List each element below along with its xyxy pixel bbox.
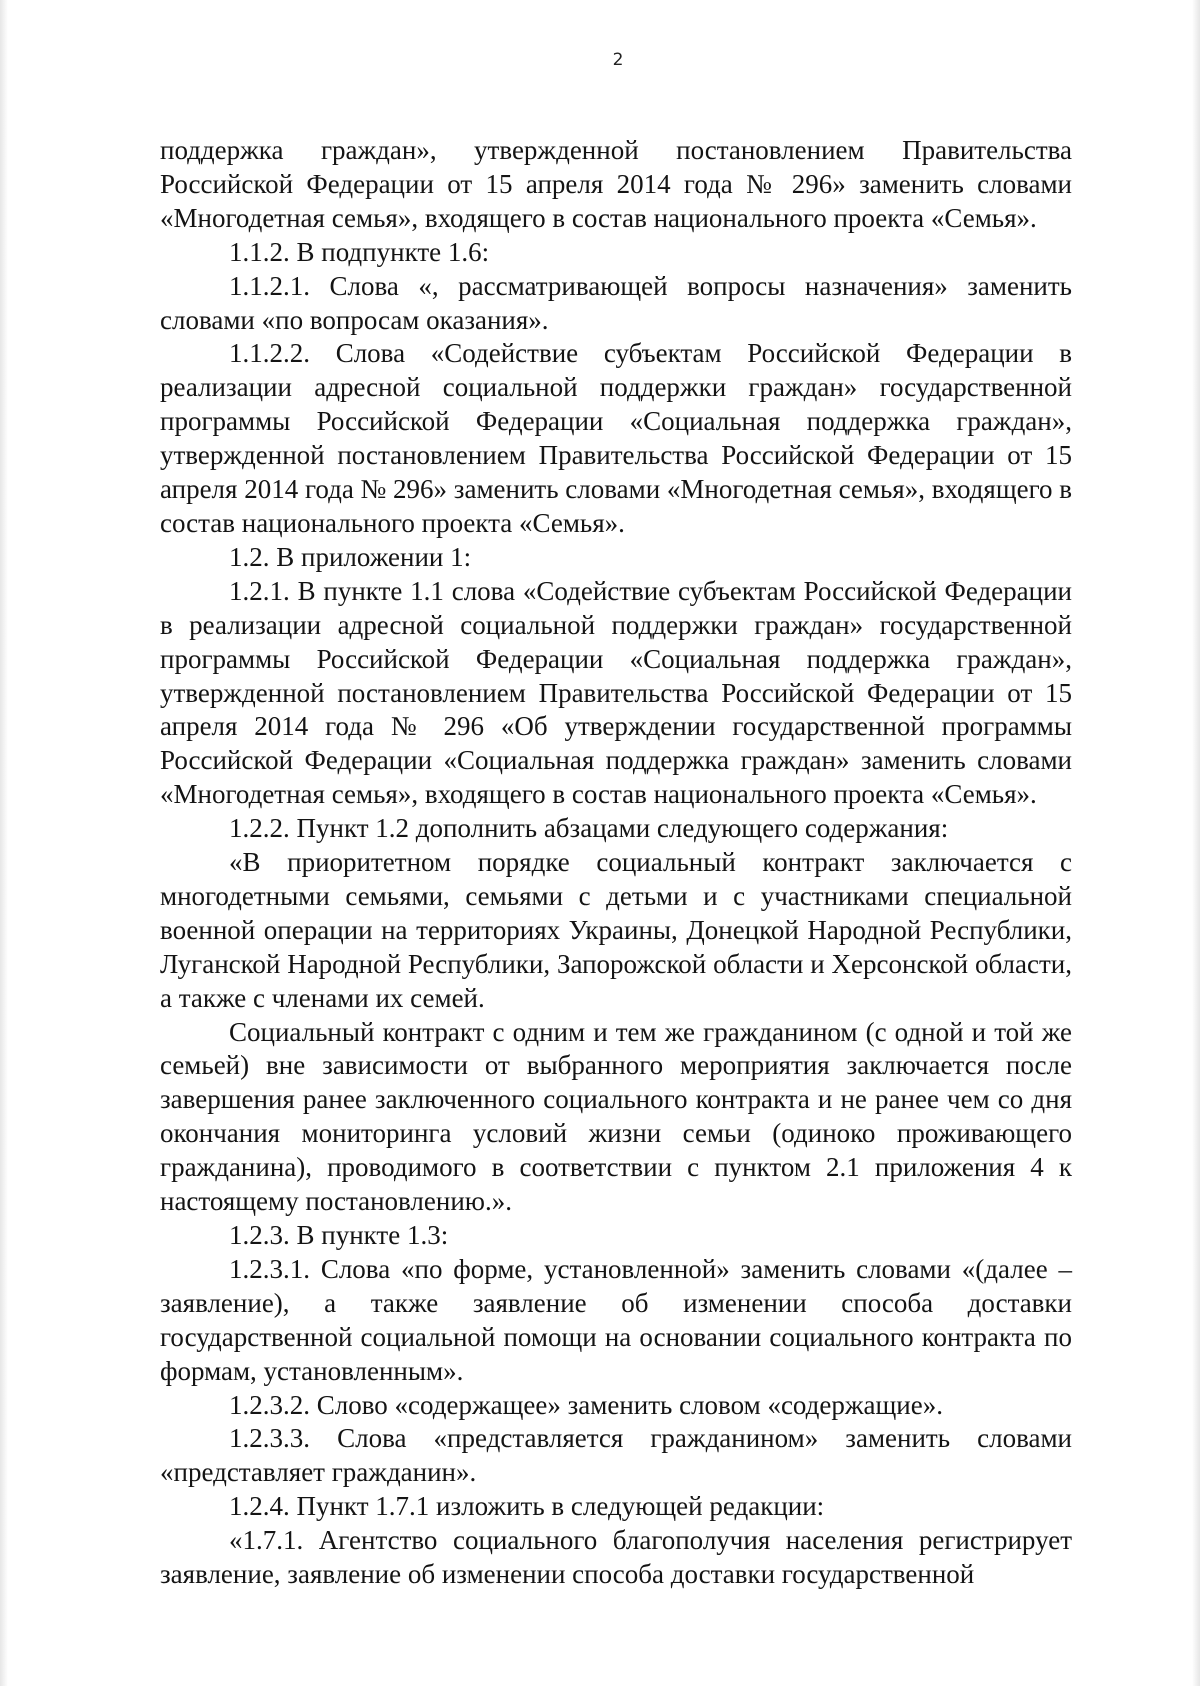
paragraph: 1.2.1. В пункте 1.1 слова «Содействие субъектам Российской Федерации в реализации адресной социальной поддержки граждан» государственной программы Российской Федерации «Социальная поддержка граждан», утвержденной постановлением Правительства Российской Федерации от 15 апреля 2014 года № 296 «Об утверждении государственной программы Российской Федерации «Социальная поддержка граждан» заменить словами «Многодетная семья», входящего в состав национального проекта «Семья». (160, 575, 1072, 810)
paragraph: 1.1.2. В подпункте 1.6: (229, 236, 490, 267)
paragraph: 1.2.2. Пункт 1.2 дополнить абзацами следующего содержания: (229, 813, 949, 844)
paragraph: «В приоритетном порядке социальный контракт заключается с многодетными семьями, семьями с детьми и с участниками специальной военной операции на территориях Украины, Донецкой Народной Республики, Луганской Народной Республики, Запорожской области и Херсонской области, а также с членами их семей. (160, 847, 1072, 1013)
paragraph: 1.2.3.3. Слова «представляется гражданином» заменить словами «представляет гражданин». (160, 1423, 1072, 1488)
page-number: 2 (612, 50, 624, 70)
paragraph: Социальный контракт с одним и тем же гражданином (с одной и той же семьей) вне зависимости от выбранного мероприятия заключается после завершения ранее заключенного социального контракта и не ранее чем со дня окончания мониторинга условий жизни семьи (одиноко проживающего гражданина), проводимого в соответствии с пунктом 2.1 приложения 4 к настоящему постановлению.». (160, 1016, 1072, 1217)
paragraph: 1.1.2.2. Слова «Содействие субъектам Российской Федерации в реализации адресной социальной поддержки граждан» государственной программы Российской Федерации «Социальная поддержка граждан», утвержденной постановлением Правительства Российской Федерации от 15 апреля 2014 года № 296» заменить словами «Многодетная семья», входящего в состав национального проекта «Семья». (160, 338, 1073, 538)
paragraph: «1.7.1. Агентство социального благополучия населения регистрирует заявление, заявление об изменении способа доставки государственной (160, 1525, 1072, 1590)
paragraph: поддержка граждан», утвержденной постановлением Правительства Российской Федерации от 15 апреля 2014 года № 296» заменить словами «Многодетная семья», входящего в состав национального проекта «Семья». (160, 135, 1072, 233)
paragraph: 1.2. В приложении 1: (229, 541, 472, 572)
paragraph: 1.2.4. Пункт 1.7.1 изложить в следующей редакции: (229, 1491, 825, 1522)
paragraph: 1.2.3. В пункте 1.3: (229, 1220, 449, 1250)
scan-edge-right (1192, 0, 1200, 1686)
paragraph: 1.1.2.1. Слова «, рассматривающей вопросы назначения» заменить словами «по вопросам оказания». (160, 270, 1072, 335)
paragraph: 1.2.3.2. Слово «содержащее» заменить словом «содержащие». (229, 1389, 943, 1420)
scan-edge-left (0, 0, 8, 1686)
document-body (160, 134, 1072, 1592)
paragraph: 1.2.3.1. Слова «по форме, установленной» заменить словами «(далее – заявление), а также заявление об изменении способа доставки государственной социальной помощи на основании социального контракта по формам, установленным». (160, 1253, 1072, 1386)
